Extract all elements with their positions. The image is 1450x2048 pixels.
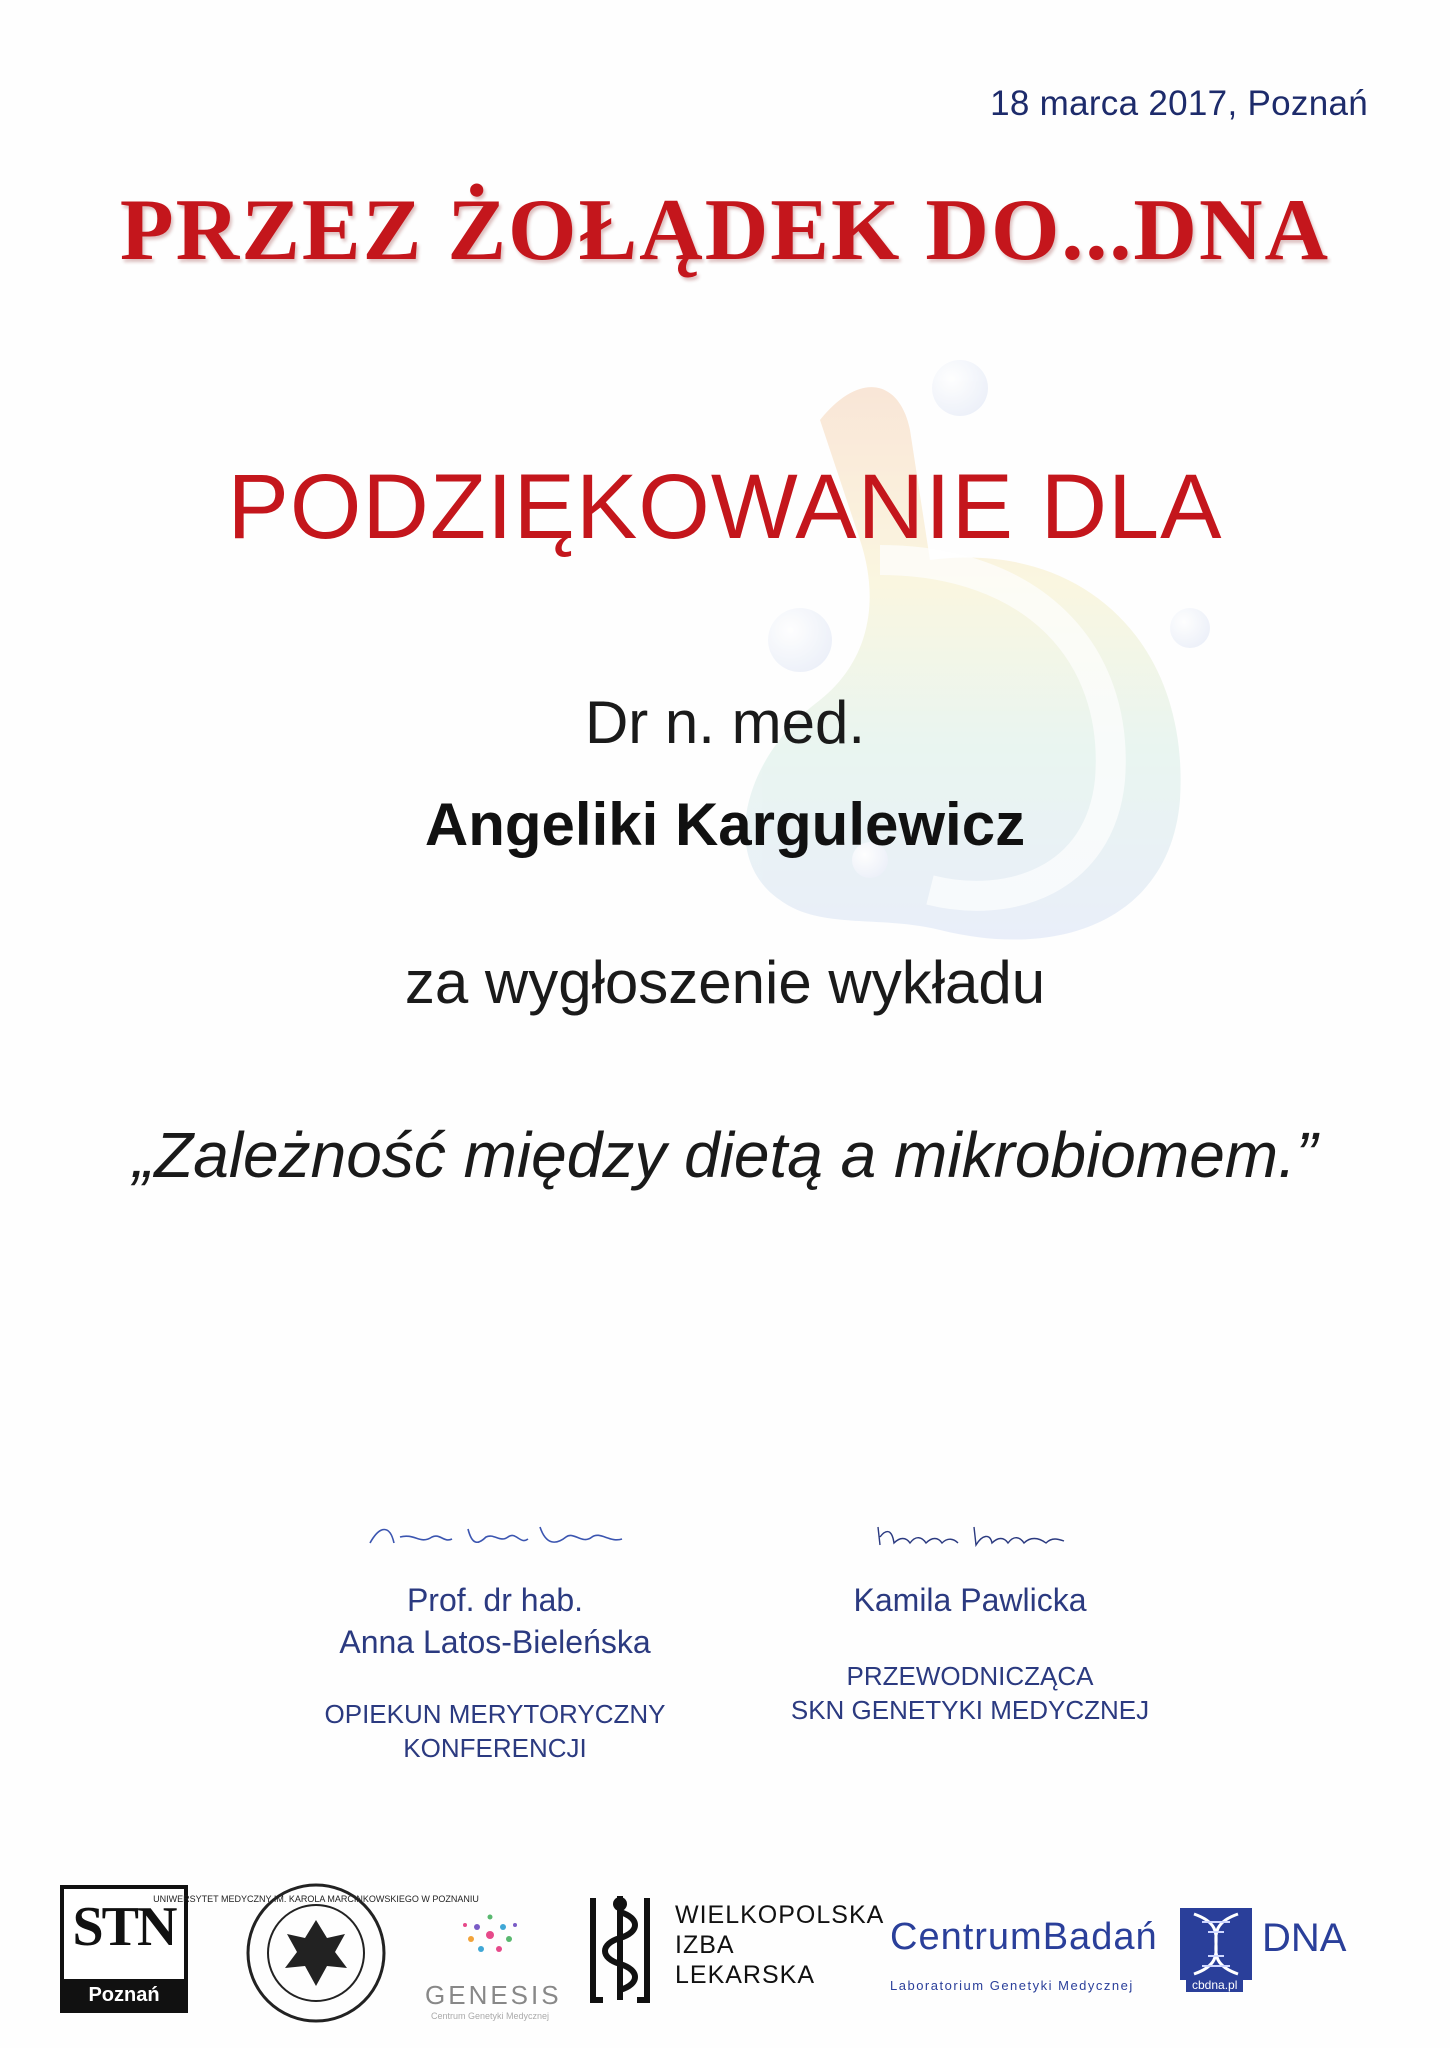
cbdna-logo <box>890 1908 1390 2008</box>
ump-university-seal <box>153 1882 479 2024</box>
wil-line-2: IZBA <box>675 1931 735 1959</box>
signatory-left-title: Prof. dr hab. <box>406 1582 584 1618</box>
wil-logo-text <box>675 1900 884 1990</box>
signatory-left <box>265 1515 725 1765</box>
signatory-right-name: Kamila Pawlicka <box>853 1582 1087 1618</box>
cbdna-logo-name: CentrumBadań <box>890 1916 1158 1958</box>
certificate-heading: PODZIĘKOWANIE DLA <box>227 456 1223 558</box>
genesis-logo <box>425 1905 562 2021</box>
cbdna-logo-url: cbdna.pl <box>1186 1978 1243 1992</box>
signature-handwritten-left <box>360 1515 630 1555</box>
stn-logo-text: STN <box>72 1896 176 1958</box>
signatory-right-role-2: SKN GENETYKI MEDYCZNEJ <box>790 1695 1150 1725</box>
cbdna-logo-dna: DNA <box>1262 1916 1347 1960</box>
recipient-degree: Dr n. med. <box>584 689 866 756</box>
cbdna-logo-subtitle: Laboratorium Genetyki Medycznej <box>890 1978 1134 1993</box>
signatory-left-role-2: KONFERENCJI <box>403 1733 587 1763</box>
signatory-right <box>740 1515 1200 1727</box>
award-reason: za wygłoszenie wykładu <box>404 949 1046 1016</box>
signatory-left-role-1: OPIEKUN MERYTORYCZNY <box>324 1699 666 1729</box>
genesis-logo-subtext: Centrum Genetyki Medycznej <box>430 2011 550 2021</box>
wil-line-1: WIELKOPOLSKA <box>675 1901 885 1929</box>
lecture-title: „Zależność między dietą a mikrobiomem.” <box>132 1119 1318 1191</box>
date-place: 18 marca 2017, Poznań <box>990 84 1368 123</box>
genesis-logo-text: GENESIS <box>425 1980 562 2010</box>
wil-caduceus-icon <box>585 1888 655 2008</box>
recipient-name: Angeliki Kargulewicz <box>424 791 1026 858</box>
stn-logo <box>60 1885 188 2013</box>
signature-handwritten-right <box>870 1515 1070 1555</box>
cbdna-dna-icon <box>1180 1908 1252 1980</box>
signatory-left-name: Anna Latos-Bieleńska <box>339 1624 651 1660</box>
event-title: PRZEZ ŻOŁĄDEK DO...DNA <box>119 182 1331 279</box>
stn-logo-city: Poznań <box>88 1984 160 2006</box>
wil-line-3: LEKARSKA <box>675 1961 816 1989</box>
ump-seal-ring-text: UNIWERSYTET MEDYCZNY IM. KAROLA MARCINKOWSKIEGO W POZNANIU <box>153 1894 479 1904</box>
signatory-right-role-1: PRZEWODNICZĄCA <box>846 1661 1094 1691</box>
